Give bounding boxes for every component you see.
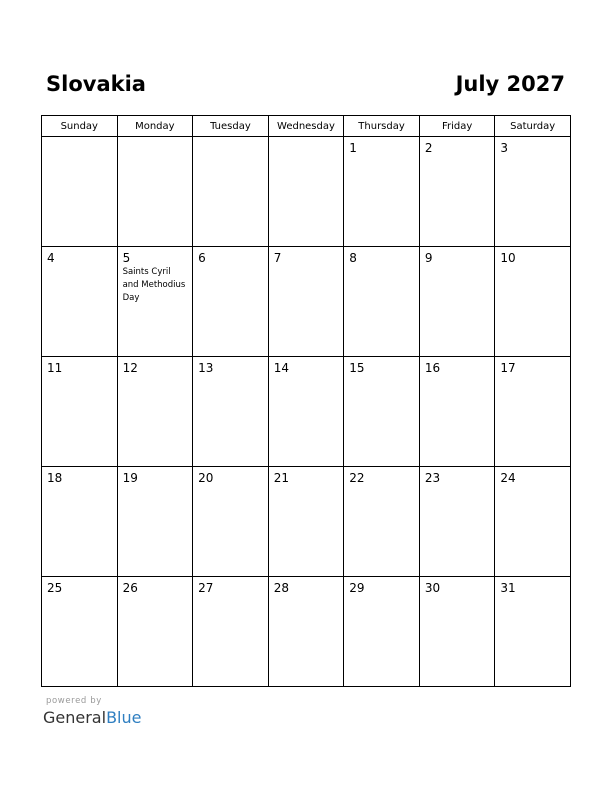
day-number: 20 <box>198 471 214 485</box>
day-cell <box>344 247 420 357</box>
weekday-header-wednesday: Wednesday <box>268 116 344 137</box>
day-cell <box>495 577 571 687</box>
day-number: 13 <box>198 361 214 375</box>
day-number: 17 <box>500 361 516 375</box>
powered-by-text: powered by <box>46 696 102 706</box>
day-cell <box>268 247 344 357</box>
week-row <box>42 467 571 577</box>
day-number: 22 <box>349 471 365 485</box>
day-number: 3 <box>500 141 509 155</box>
day-number: 2 <box>424 141 433 155</box>
week-row <box>42 357 571 467</box>
day-number: 24 <box>500 471 516 485</box>
day-cell <box>495 137 571 247</box>
country-title: Slovakia <box>46 72 146 96</box>
weekday-header-friday: Friday <box>419 116 495 137</box>
weekday-header-sunday: Sunday <box>42 116 118 137</box>
day-cell <box>42 247 118 357</box>
footer-branding <box>43 696 141 728</box>
day-cell <box>42 357 118 467</box>
day-number: 1 <box>349 141 357 155</box>
day-number: 25 <box>47 581 63 595</box>
day-number <box>118 137 193 141</box>
day-number: 15 <box>349 361 365 375</box>
brand-general-text: General <box>43 708 107 727</box>
day-number: 7 <box>273 251 282 265</box>
day-cell <box>344 137 420 247</box>
week-row <box>42 247 571 357</box>
day-number: 28 <box>273 581 289 595</box>
day-cell <box>42 577 118 687</box>
weekday-header-monday: Monday <box>117 116 193 137</box>
day-cell <box>193 577 269 687</box>
day-number: 14 <box>273 361 289 375</box>
week-row <box>42 137 571 247</box>
day-number: 16 <box>424 361 441 375</box>
weekday-header-row <box>42 116 571 137</box>
day-cell <box>193 137 269 247</box>
day-number: 29 <box>349 581 365 595</box>
day-cell <box>344 357 420 467</box>
day-cell <box>419 467 495 577</box>
day-cell <box>419 247 495 357</box>
day-cell <box>117 577 193 687</box>
day-cell <box>193 357 269 467</box>
day-cell <box>344 577 420 687</box>
day-cell <box>268 137 344 247</box>
day-number: 31 <box>500 581 516 595</box>
day-number: 6 <box>198 251 206 265</box>
day-cell <box>495 357 571 467</box>
week-row <box>42 577 571 687</box>
day-cell <box>419 577 495 687</box>
month-year-title: July 2027 <box>455 72 565 96</box>
day-number: 18 <box>47 471 63 485</box>
day-number: 11 <box>47 361 63 375</box>
day-cell <box>42 137 118 247</box>
weekday-header-tuesday: Tuesday <box>193 116 269 137</box>
day-number: 9 <box>424 251 433 265</box>
holiday-label: Saints Cyril and Methodius Day <box>122 267 186 303</box>
day-number: 10 <box>500 251 516 265</box>
generalblue-logo[interactable] <box>43 708 141 728</box>
day-cell <box>117 137 193 247</box>
day-number: 5 <box>122 251 131 265</box>
day-number: 26 <box>122 581 138 595</box>
day-number <box>269 137 344 141</box>
day-cell <box>268 467 344 577</box>
day-cell <box>117 357 193 467</box>
day-number: 21 <box>273 471 289 485</box>
day-cell <box>419 357 495 467</box>
day-cell <box>268 577 344 687</box>
day-cell <box>42 467 118 577</box>
day-number: 12 <box>122 361 138 375</box>
brand-blue-text: Blue <box>106 708 142 727</box>
day-number <box>193 137 268 141</box>
day-number: 30 <box>424 581 441 595</box>
weekday-header-saturday: Saturday <box>495 116 571 137</box>
day-cell <box>117 467 193 577</box>
day-number: 4 <box>47 251 55 265</box>
day-number: 23 <box>424 471 441 485</box>
day-cell <box>495 247 571 357</box>
day-number: 27 <box>198 581 214 595</box>
day-number <box>42 137 117 141</box>
day-cell <box>419 137 495 247</box>
day-cell <box>193 467 269 577</box>
day-number: 19 <box>122 471 138 485</box>
calendar-grid <box>41 115 571 687</box>
day-cell <box>117 247 193 357</box>
day-cell <box>495 467 571 577</box>
day-cell <box>344 467 420 577</box>
weekday-header-thursday: Thursday <box>344 116 420 137</box>
day-number: 8 <box>349 251 357 265</box>
day-cell <box>193 247 269 357</box>
day-cell <box>268 357 344 467</box>
